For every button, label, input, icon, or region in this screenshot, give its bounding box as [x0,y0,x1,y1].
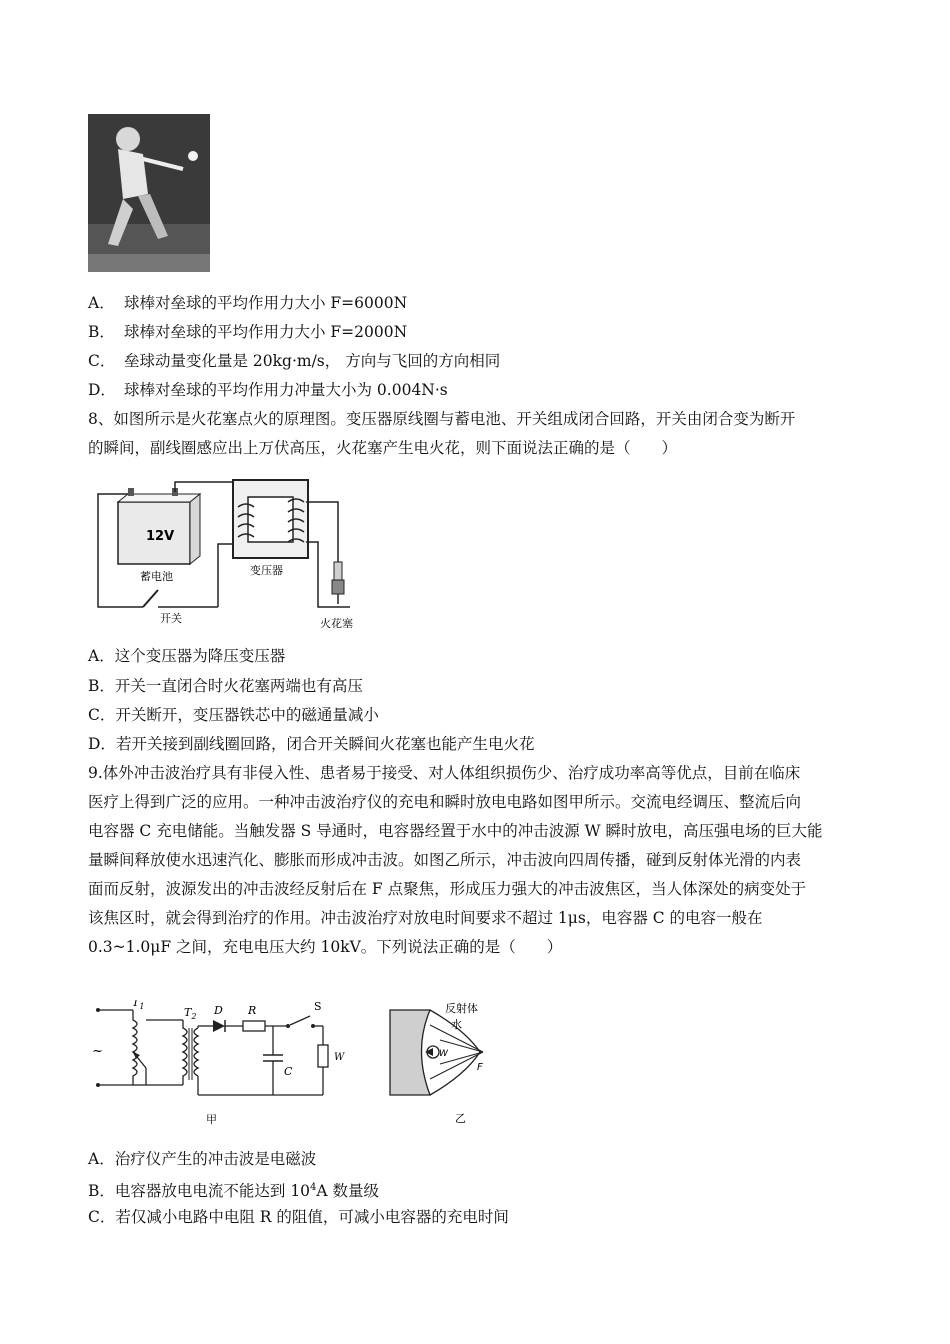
q8-option-c: C．开关断开，变压器铁芯中的磁通量减小 [88,706,379,724]
svg-text:T1 [132,1000,144,1011]
q9-option-a: A．治疗仪产生的冲击波是电磁波 [88,1150,317,1168]
spark-plug-circuit-figure [88,472,378,637]
water-label: 水 [451,1018,462,1031]
focus-f-label: F [477,1062,483,1073]
reflector-label: 反射体 [445,1002,478,1015]
t1-label: T [132,1000,140,1009]
battery-voltage-label: 12V [146,529,175,544]
diode-label: D [214,1004,223,1017]
q8-stem-line-2: 的瞬间，副线圈感应出上万伏高压，火花塞产生电火花，则下面说法正确的是（ ） [88,439,678,457]
q9-option-c: C．若仅减小电路中电阻 R 的阻值，可减小电容器的充电时间 [88,1208,509,1226]
switch-label: 开关 [160,612,182,625]
ac-source-label: ~ [92,1044,103,1059]
q9-option-b: B．电容器放电电流不能达到 $10^4A$ 数量级 [88,1182,380,1201]
t2-subscript: 2 [191,1012,197,1021]
t1-subscript: 1 [139,1002,145,1011]
q9-stem-line-5: 面而反射，波源发出的冲击波经反射后在 F 点聚焦，形成压力强大的冲击波焦区，当人体深处的病变处于 [88,880,807,898]
q9-stem-line-6: 该焦区时，就会得到治疗的作用。冲击波治疗对放电时间要求不超过 1μs，电容器 C 的电容一般在 [88,909,763,927]
spark-plug-label: 火花塞 [320,617,353,630]
q9-stem-line-7: 0.3~1.0μF 之间，充电电压大约 10kV。下列说法正确的是（ ） [88,938,563,956]
figure-yi-label: 乙 [455,1112,466,1125]
capacitor-label: C [284,1065,293,1078]
charging-circuit-figure [88,1000,348,1130]
reflector-figure [385,1000,530,1130]
figure-jia-label: 甲 [206,1113,217,1126]
resistor-label: R [248,1004,257,1017]
trigger-switch-label: S [314,1000,322,1013]
svg-text:T2 [184,1006,196,1021]
wave-source-label: W [334,1052,345,1063]
q9-stem-line-1: 9.体外冲击波治疗具有非侵入性、患者易于接受、对人体组织损伤少、治疗成功率高等优点，目前在临床 [88,764,801,782]
transformer-label: 变压器 [250,564,283,577]
q7-option-a: A． 球棒对垒球的平均作用力大小 F=6000N [88,294,408,312]
q8-option-b: B．开关一直闭合时火花塞两端也有高压 [88,677,363,695]
t2-label: T [184,1006,192,1019]
source-w-label: W [439,1049,448,1059]
q7-option-b: B． 球棒对垒球的平均作用力大小 F=2000N [88,323,408,341]
q9-stem-line-4: 量瞬间释放使水迅速汽化、膨胀而形成冲击波。如图乙所示，冲击波向四周传播，碰到反射体光滑的内表 [88,851,802,869]
q7-option-c: C． 垒球动量变化量是 20kg·m/s， 方向与飞回的方向相同 [88,352,501,370]
q9-stem-line-2: 医疗上得到广泛的应用。一种冲击波治疗仪的充电和瞬时放电电路如图甲所示。交流电经调压、整流后向 [88,793,802,811]
q8-option-d: D．若开关接到副线圈回路，闭合开关瞬间火花塞也能产生电火花 [88,735,535,753]
q8-stem-line-1: 8、如图所示是火花塞点火的原理图。变压器原线圈与蓄电池、开关组成闭合回路，开关由闭合变为断开 [88,410,796,428]
battery-label: 蓄电池 [140,570,173,583]
q7-option-d: D． 球棒对垒球的平均作用力冲量大小为 0.004N·s [88,381,448,399]
softball-batter-photo [88,114,210,272]
q9-stem-line-3: 电容器 C 充电储能。当触发器 S 导通时，电容器经置于水中的冲击波源 W 瞬时放电，高压强电场的巨大能 [88,822,823,840]
q8-option-a: A．这个变压器为降压变压器 [88,647,286,665]
